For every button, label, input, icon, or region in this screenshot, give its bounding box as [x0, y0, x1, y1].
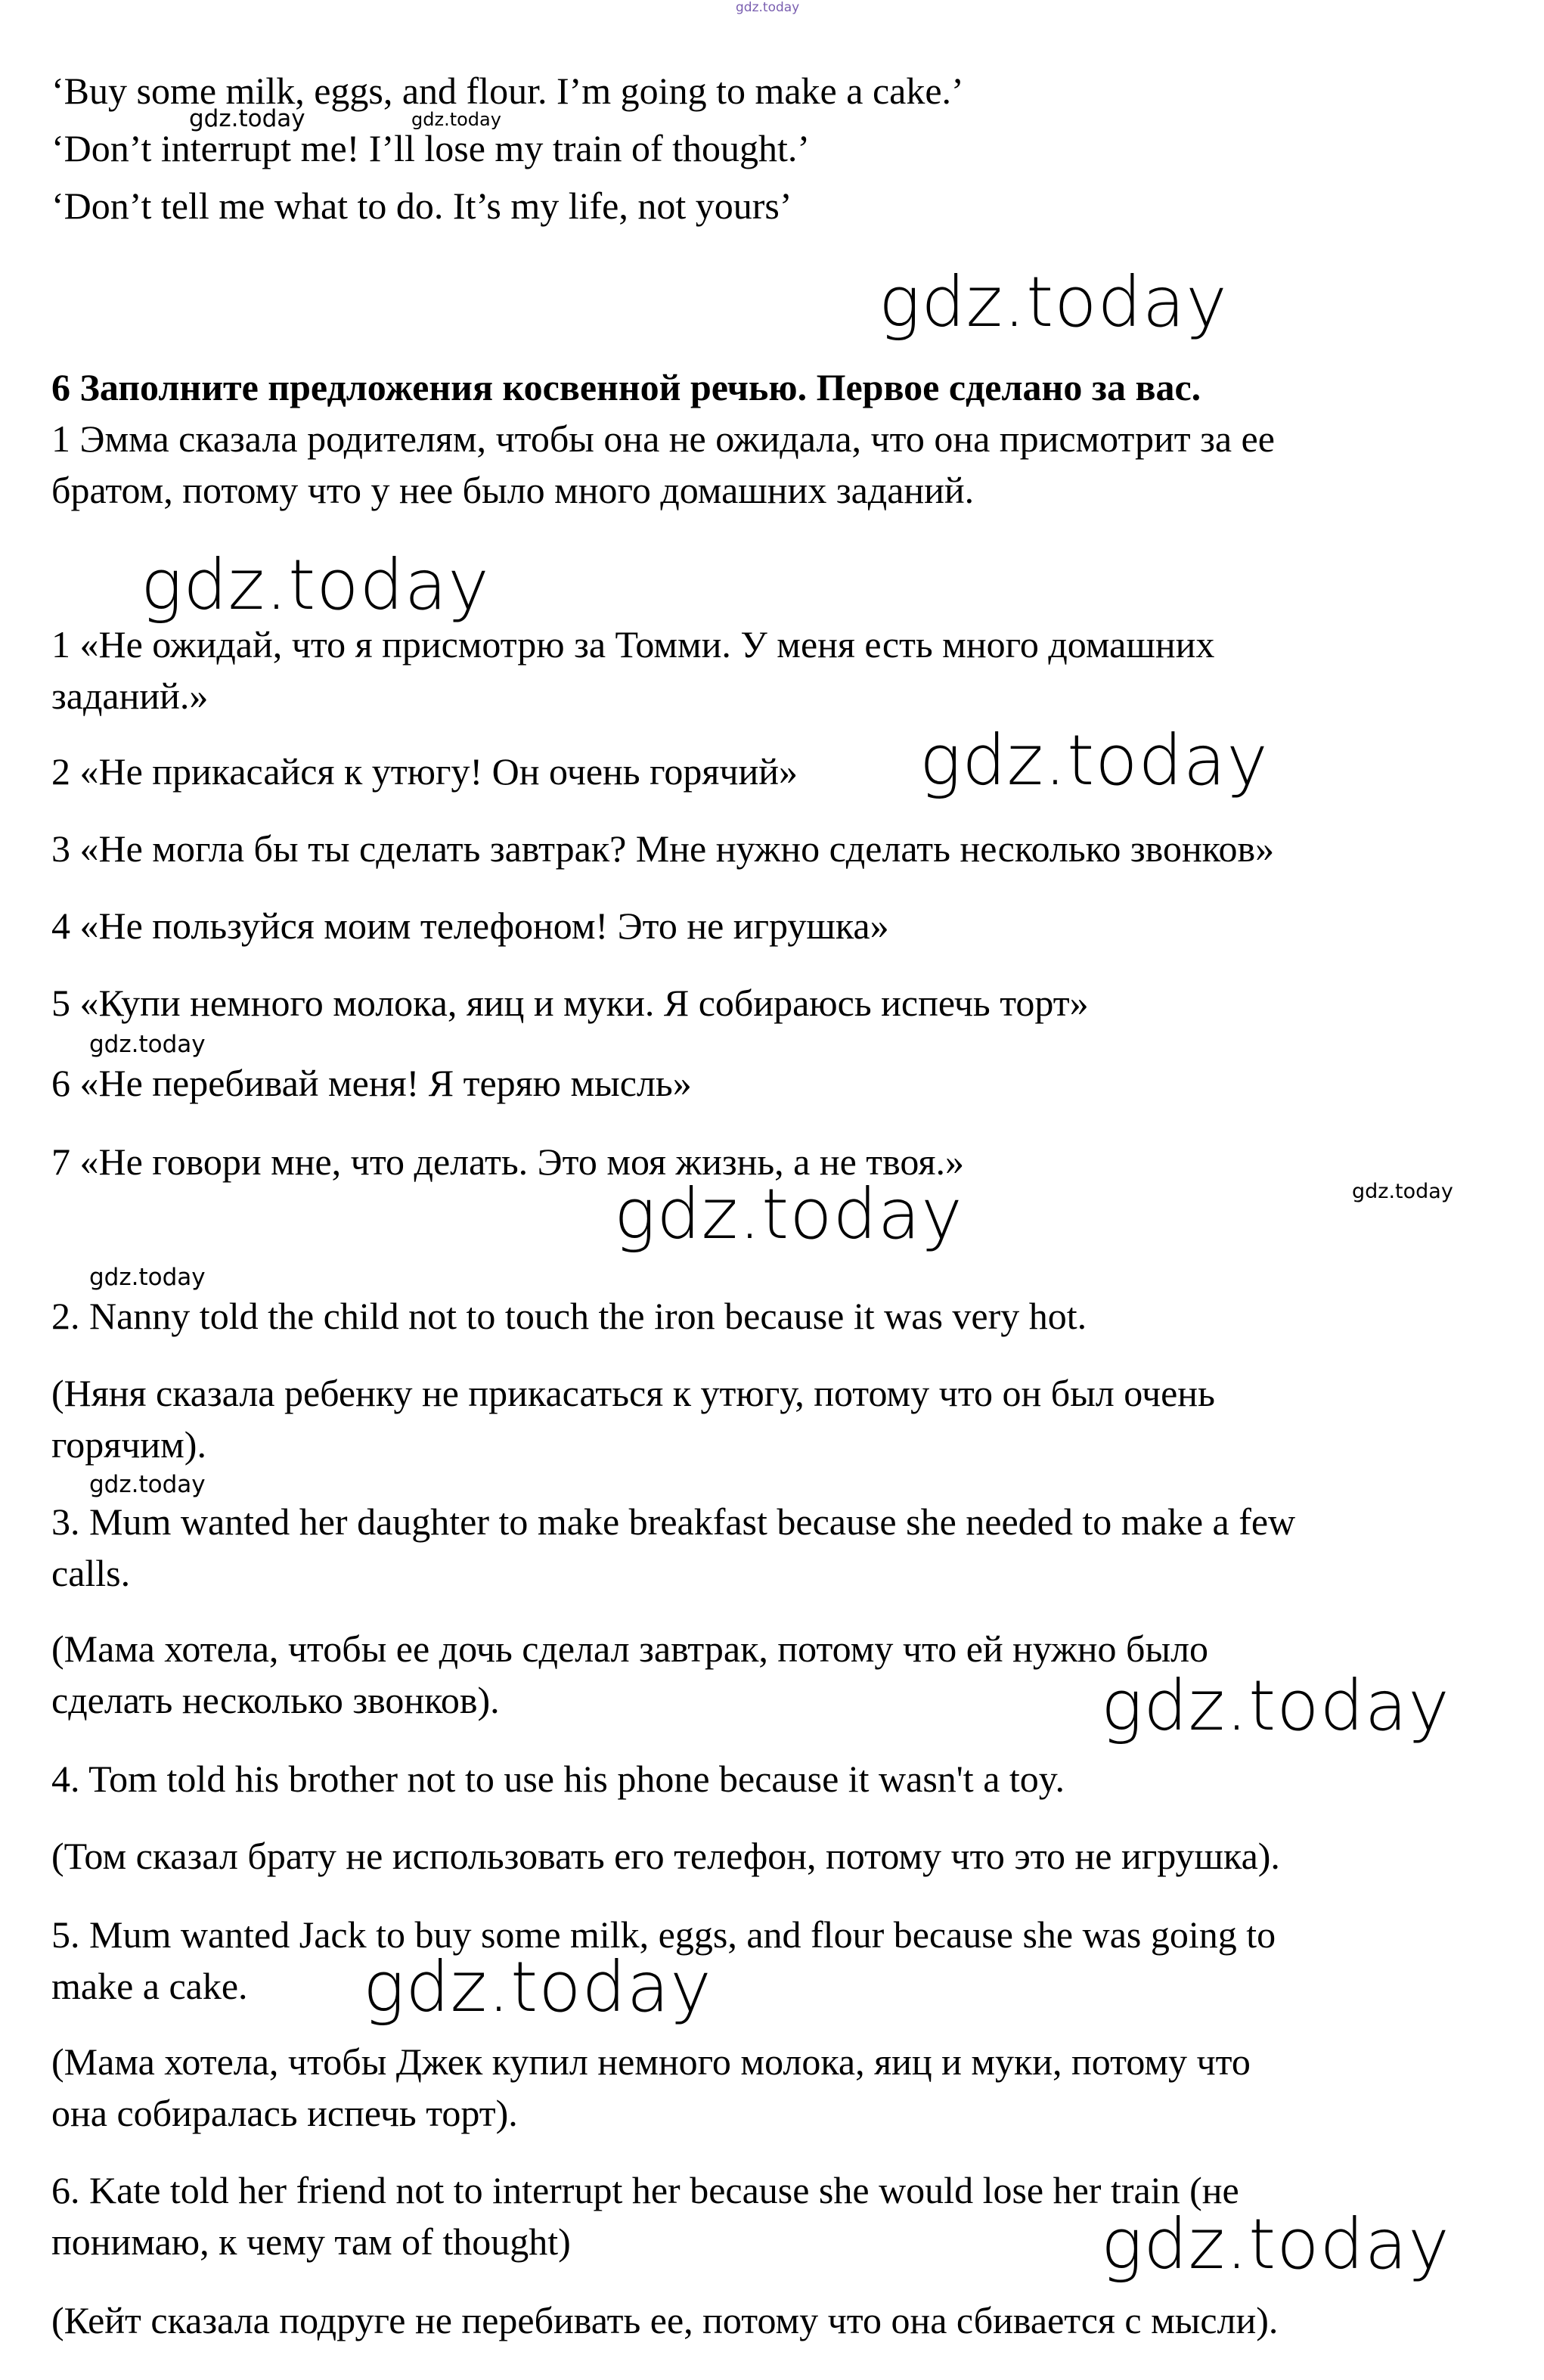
- translation-line: 2 «Не прикасайся к утюгу! Он очень горячий»: [51, 750, 798, 793]
- answer-line: горячим).: [51, 1423, 206, 1466]
- answer-line: понимаю, к чему там of thought): [51, 2220, 571, 2263]
- task-heading: 6 Заполните предложения косвенной речью. Первое сделано за вас.: [51, 366, 1201, 408]
- translation-line: заданий.»: [51, 675, 209, 717]
- answer-line: calls.: [51, 1552, 131, 1594]
- answer-line: make a cake.: [51, 1965, 248, 2007]
- answer-line: 6. Kate told her friend not to interrupt her because she would lose her train (не: [51, 2169, 1239, 2211]
- answer-line: 2. Nanny told the child not to touch the iron because it was very hot.: [51, 1295, 1087, 1337]
- translation-line: 5 «Купи немного молока, яиц и муки. Я собираюсь испечь торт»: [51, 982, 1089, 1024]
- watermark: gdz.today: [411, 109, 501, 130]
- answer-line: (Кейт сказала подруге не перебивать ее, потому что она сбивается с мысли).: [51, 2299, 1279, 2341]
- watermark: gdz.today: [1101, 2204, 1450, 2285]
- watermark: gdz.today: [89, 1264, 206, 1291]
- answer-line: (Мама хотела, чтобы ее дочь сделал завтрак, потому что ей нужно было: [51, 1628, 1209, 1670]
- watermark: gdz.today: [363, 1947, 712, 2028]
- translation-line: 3 «Не могла бы ты сделать завтрак? Мне нужно сделать несколько звонков»: [51, 827, 1275, 870]
- translation-line: 7 «Не говори мне, что делать. Это моя жизнь, а не твоя.»: [51, 1140, 964, 1183]
- watermark: gdz.today: [1352, 1180, 1453, 1203]
- watermark: gdz.today: [141, 545, 490, 625]
- watermark-top: gdz.today: [736, 0, 800, 15]
- translation-line: 6 «Не перебивай меня! Я теряю мысль»: [51, 1062, 692, 1104]
- quote-line: ‘Don’t tell me what to do. It’s my life, not yours’: [51, 185, 792, 227]
- task-example-line: 1 Эмма сказала родителям, чтобы она не ожидала, что она присмотрит за ее: [51, 417, 1275, 460]
- quote-line: ‘Don’t interrupt me! I’ll lose my train of thought.’: [51, 127, 811, 169]
- answer-line: 4. Tom told his brother not to use his phone because it wasn't a toy.: [51, 1758, 1065, 1800]
- answer-line: она собиралась испечь торт).: [51, 2092, 518, 2134]
- watermark: gdz.today: [879, 262, 1228, 343]
- watermark: gdz.today: [89, 1031, 206, 1058]
- answer-line: (Мама хотела, чтобы Джек купил немного молока, яиц и муки, потому что: [51, 2040, 1251, 2083]
- watermark: gdz.today: [919, 720, 1269, 801]
- answer-line: сделать несколько звонков).: [51, 1679, 500, 1721]
- answer-line: (Няня сказала ребенку не прикасаться к утюгу, потому что он был очень: [51, 1372, 1215, 1414]
- watermark: gdz.today: [89, 1471, 206, 1498]
- translation-line: 1 «Не ожидай, что я присмотрю за Томми. У меня есть много домашних: [51, 623, 1215, 666]
- answer-line: 5. Mum wanted Jack to buy some milk, eggs, and flour because she was going to: [51, 1913, 1276, 1956]
- watermark: gdz.today: [189, 105, 305, 132]
- answer-line: (Том сказал брату не использовать его телефон, потому что это не игрушка).: [51, 1835, 1280, 1877]
- watermark: gdz.today: [1101, 1665, 1450, 1746]
- quote-line: ‘Buy some milk, eggs, and flour. I’m going to make a cake.’: [51, 70, 964, 112]
- answer-line: 3. Mum wanted her daughter to make breakfast because she needed to make a few: [51, 1500, 1296, 1543]
- watermark: gdz.today: [614, 1174, 963, 1255]
- task-example-line: братом, потому что у нее было много домашних заданий.: [51, 469, 975, 511]
- translation-line: 4 «Не пользуйся моим телефоном! Это не игрушка»: [51, 905, 889, 947]
